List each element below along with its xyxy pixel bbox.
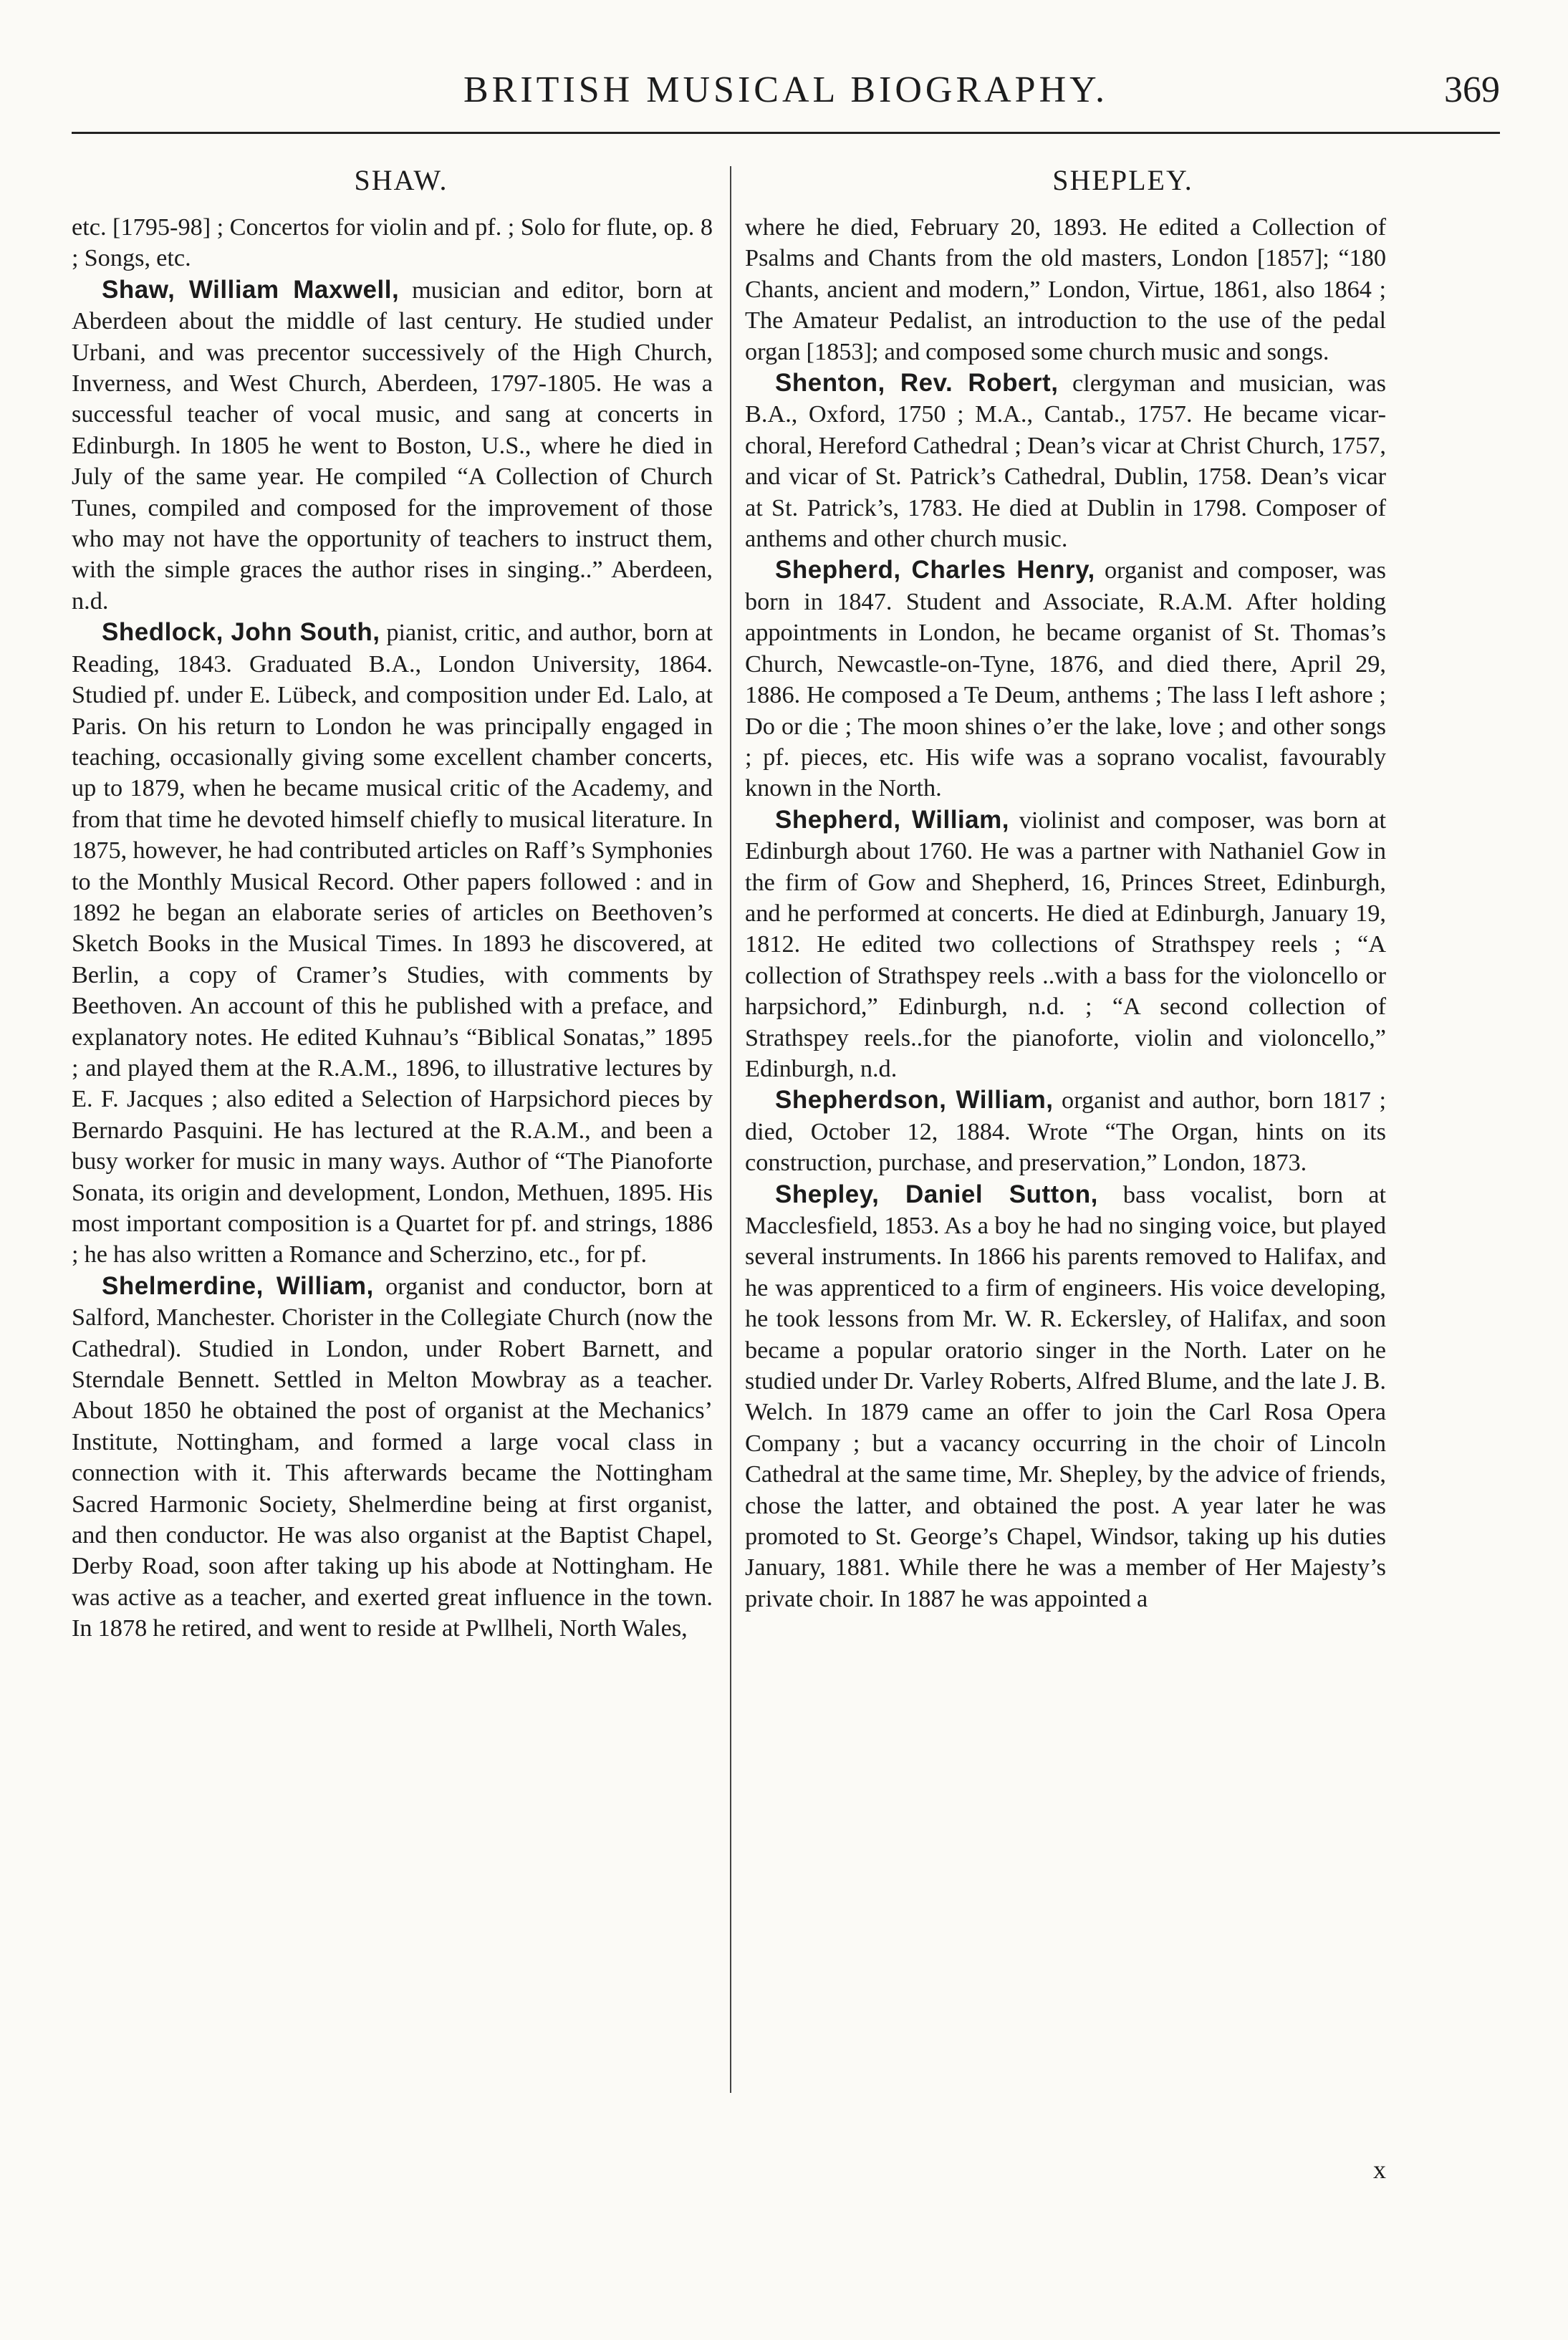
- page-number: 369: [1444, 69, 1500, 110]
- entry-text: musician and editor, born at Aberdeen about the middle of last century. He studied under Urbani, and was precentor successively of the High Church, Inverness, and West Church, Aberdeen, 1797-1805. He was a successful teacher of vocal music, and sang at concerts in Edinburgh. In 1805 he went to Boston, U.S., where he died in July of the same year. He compiled “A Collection of Church Tunes, compiled and composed for the improvement of those who may not have the opportunity of teachers to instruct them, with the simple graces the author rises in singing..” Aberdeen, n.d.: [72, 276, 713, 615]
- column-divider: [730, 166, 731, 2093]
- entry-headword: Shepherdson, William,: [775, 1086, 1054, 1114]
- entry: [745, 1179, 1386, 1615]
- signature-mark: x: [1373, 2155, 1386, 2184]
- entry-headword: Shelmerdine, William,: [102, 1271, 374, 1300]
- entry: [72, 274, 713, 617]
- entry-headword: Shepherd, William,: [775, 805, 1009, 834]
- entry: [745, 804, 1386, 1085]
- guide-word-right: SHEPLEY.: [1052, 164, 1193, 196]
- entry: [745, 554, 1386, 804]
- entry: [745, 367, 1386, 554]
- entry: [72, 1271, 713, 1645]
- left-column: [72, 212, 713, 1645]
- entry-headword: Shenton, Rev. Robert,: [775, 369, 1059, 398]
- entry-text: organist and composer, was born in 1847. Student and Associate, R.A.M. After holding appointments in London, he became organist of St. Thomas’s Church, Newcastle-on-Tyne, 1876, and died there, April 29, 1886. He composed a Te Deum, anthems ; The lass I left ashore ; Do or die ; The moon shines o’er the lake, love ; and other songs ; pf. pieces, etc. His wife was a soprano vocalist, favourably known in the North.: [745, 557, 1386, 802]
- entry-text: organist and author, born 1817 ; died, October 12, 1884. Wrote “The Organ, hints on its construction, purchase, and preservation,” London, 1873.: [745, 1087, 1386, 1177]
- continuation-text: where he died, February 20, 1893. He edited a Collection of Psalms and Chants from the old masters, London [1857]; “180 Chants, ancient and modern,” London, Virtue, 1861, also 1864 ; The Amateur Pedalist, an introduction to the use of the pedal organ [1853]; and composed some church music and songs.: [745, 213, 1386, 365]
- entry-headword: Shaw, William Maxwell,: [102, 275, 400, 304]
- entry-text: bass vocalist, born at Macclesfield, 1853. As a boy he had no singing voice, but played several instruments. In 1866 his parents removed to Halifax, and he was apprenticed to a firm of engineers. His voice developing, he took lessons from Mr. W. R. Eckersley, of Halifax, and soon became a popular oratorio singer in the North. Later on he studied under Dr. Varley Roberts, Alfred Blume, and the late J. B. Welch. In 1879 came an offer to join the Carl Rosa Opera Company ; but a vacancy occurring in the choir of Lincoln Cathedral at the same time, Mr. Shepley, by the advice of friends, chose the latter, and obtained the post. A year later he was promoted to St. George’s Chapel, Windsor, taking up his duties January, 1881. While there he was a member of Her Majesty’s private choir. In 1887 he was appointed a: [745, 1180, 1386, 1612]
- running-title: BRITISH MUSICAL BIOGRAPHY.: [463, 69, 1108, 110]
- entry-text: clergyman and musician, was B.A., Oxford, 1750 ; M.A., Cantab., 1757. He became vicar-choral, Hereford Cathedral ; Dean’s vicar at Christ Church, 1757, and vicar of St. Patrick’s Cathedral, Dublin, 1758. Dean’s vicar at St. Patrick’s, 1783. He died at Dublin in 1798. Composer of anthems and other church music.: [745, 370, 1386, 553]
- entry-text: violinist and composer, was born at Edinburgh about 1760. He was a partner with Nathaniel Gow in the firm of Gow and Shepherd, 16, Princes Street, Edinburgh, and he performed at concerts. He died at Edinburgh, January 19, 1812. He edited two collections of Strathspey reels ; “A collection of Strathspey reels ..with a bass for the violoncello or harpsichord,” Edinburgh, n.d. ; “A second collection of Strathspey reels..for the pianoforte, violin and violoncello,” Edinburgh, n.d.: [745, 806, 1386, 1082]
- entry-headword: Shedlock, John South,: [102, 618, 380, 647]
- right-column: [745, 212, 1386, 1614]
- entry-headword: Shepherd, Charles Henry,: [775, 556, 1095, 584]
- entry: [72, 617, 713, 1271]
- entry-text: pianist, critic, and author, born at Reading, 1843. Graduated B.A., London University, 1864. Studied pf. under E. Lübeck, and composition under Ed. Lalo, at Paris. On his return to London he was principally engaged in teaching, occasionally giving some excellent chamber concerts, up to 1879, when he became musical critic of the Academy, and from that time he devoted himself chiefly to musical literature. In 1875, however, he had contributed articles on Raff’s Symphonies to the Monthly Musical Record. Other papers followed : and in 1892 he began an elaborate series of articles on Beethoven’s Sketch Books in the Musical Times. In 1893 he discovered, at Berlin, a copy of Cramer’s Studies, with comments by Beethoven. An account of this he published with a preface, and explanatory notes. He edited Kuhnau’s “Biblical Sonatas,” 1895 ; and played them at the R.A.M., 1896, to illustrative lectures by E. F. Jacques ; also edited a Selection of Harpsichord pieces by Bernardo Pasquini. He has lectured at the R.A.M., and been a busy worker for music in many ways. Author of “The Pianoforte Sonata, its origin and development, London, Methuen, 1895. His most important composition is a Quartet for pf. and strings, 1886 ; he has also written a Romance and Scherzino, etc., for pf.: [72, 619, 713, 1268]
- guide-word-left: SHAW.: [354, 164, 448, 196]
- continuation-text: etc. [1795-98] ; Concertos for violin and pf. ; Solo for flute, op. 8 ; Songs, etc.: [72, 213, 713, 272]
- header-rule: [72, 132, 1500, 134]
- entry: [745, 1084, 1386, 1178]
- entry-headword: Shepley, Daniel Sutton,: [775, 1180, 1098, 1208]
- running-head: [72, 69, 1500, 126]
- entry-text: organist and conductor, born at Salford, Manchester. Chorister in the Collegiate Church (now the Cathedral). Studied in London, under Robert Barnett, and Sterndale Bennett. Settled in Melton Mowbray as a teacher. About 1850 he obtained the post of organist at the Mechanics’ Institute, Nottingham, and formed a large vocal class in connection with it. This afterwards became the Nottingham Sacred Harmonic Society, Shelmerdine being at first organist, and then conductor. He was also organist at the Baptist Chapel, Derby Road, soon after taking up his abode at Nottingham. He was active as a teacher, and exerted great influence in the town. In 1878 he retired, and went to reside at Pwllheli, North Wales,: [72, 1272, 713, 1642]
